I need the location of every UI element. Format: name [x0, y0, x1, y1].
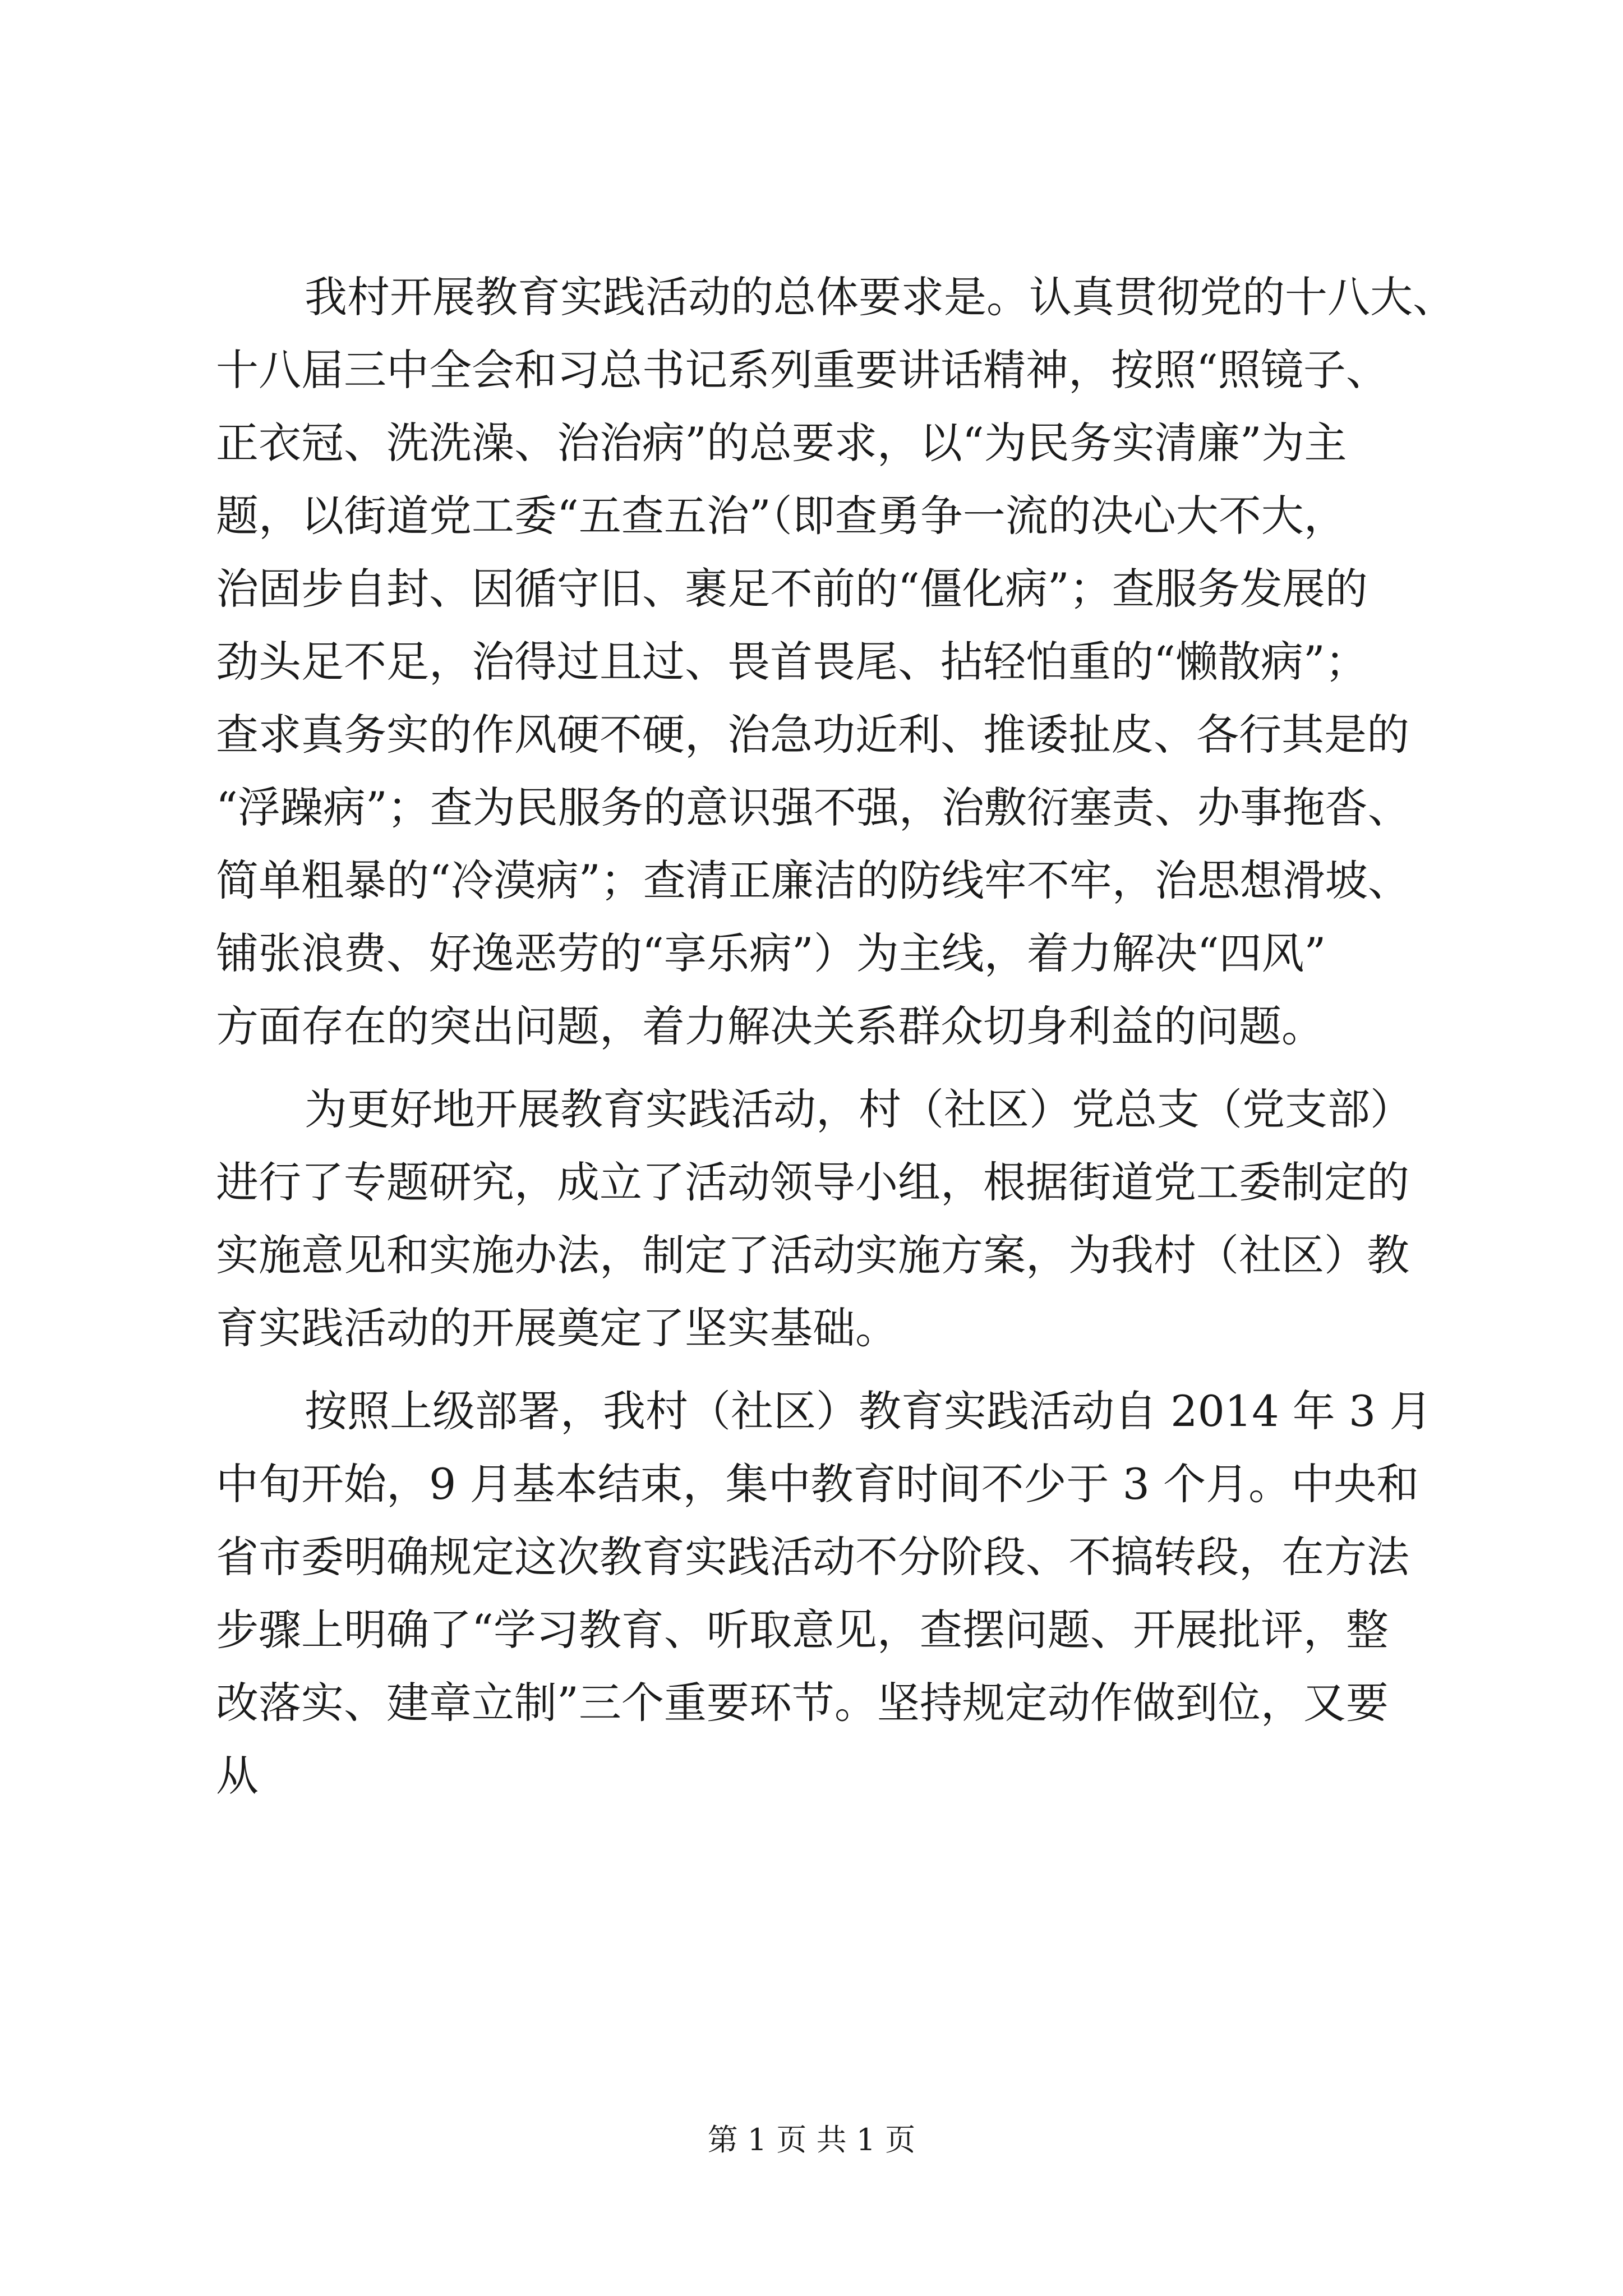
text-line: 步骤上明确了“学习教育、听取意见，查摆问题、开展批评，整	[216, 1605, 1389, 1655]
paragraph-1	[216, 261, 1455, 1063]
text-line: 劲头足不足，治得过且过、畏首畏尾、拈轻怕重的“懒散病”；	[216, 637, 1368, 687]
page-footer	[0, 2120, 1623, 2160]
text-line: 我村开展教育实践活动的总体要求是。认真贯彻党的十八大、	[305, 272, 1455, 322]
text-line: “浮躁病”；查为民服务的意识强不强，治敷衍塞责、办事拖沓、	[216, 783, 1410, 832]
text-line: 查求真务实的作风硬不硬，治急功近利、推诿扯皮、各行其是的	[216, 710, 1409, 760]
paragraph-2	[216, 1073, 1438, 1365]
text-line: 铺张浪费、好逸恶劳的“享乐病”）为主线，着力解决“四风”	[216, 928, 1326, 978]
text-line: 省市委明确规定这次教育实践活动不分阶段、不搞转段，在方法	[216, 1532, 1409, 1582]
text-line: 从	[216, 1751, 259, 1801]
text-line: 简单粗暴的“冷漠病”；查清正廉洁的防线牢不牢，治思想滑坡、	[216, 855, 1410, 905]
text-line: 实施意见和实施办法，制定了活动实施方案，为我村（社区）教	[216, 1230, 1409, 1280]
text-line: 正衣冠、洗洗澡、治治病”的总要求，以“为民务实清廉”为主	[216, 418, 1347, 468]
page-number: 第 1 页 共 1 页	[707, 2122, 916, 2157]
text-line: 中旬开始，9 月基本结束，集中教育时间不少于 3 个月。中央和	[216, 1459, 1419, 1509]
text-line: 进行了专题研究，成立了活动领导小组，根据街道党工委制定的	[216, 1157, 1409, 1207]
text-line: 育实践活动的开展奠定了坚实基础。	[216, 1303, 898, 1353]
text-line: 治固步自封、因循守旧、裹足不前的“僵化病”；查服务发展的	[216, 564, 1368, 614]
text-line: 按照上级部署，我村（社区）教育实践活动自 2014 年 3 月	[305, 1386, 1432, 1436]
document-body	[216, 261, 1455, 1812]
text-line: 题，以街道党工委“五查五治”（即查勇争一流的决心大不大，	[216, 491, 1347, 541]
paragraph-3	[216, 1375, 1438, 1812]
text-line: 十八届三中全会和习总书记系列重要讲话精神，按照“照镜子、	[216, 345, 1389, 395]
text-line: 为更好地开展教育实践活动，村（社区）党总支（党支部）	[305, 1084, 1413, 1134]
text-line: 方面存在的突出问题，着力解决关系群众切身利益的问题。	[216, 1001, 1324, 1051]
text-line: 改落实、建章立制”三个重要环节。坚持规定动作做到位，又要	[216, 1678, 1389, 1728]
